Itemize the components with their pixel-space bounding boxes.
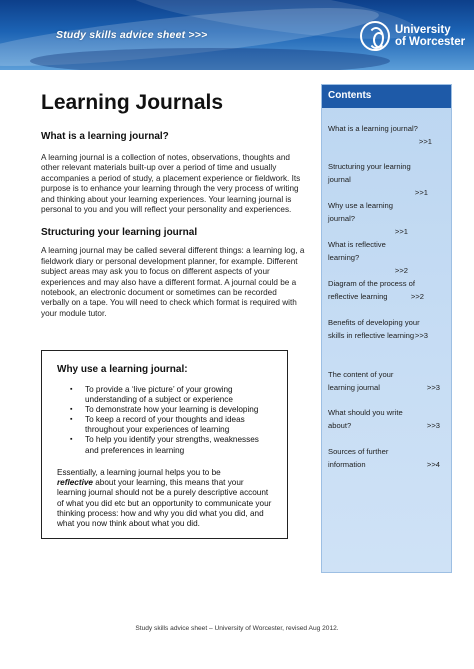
box-text-before: Essentially, a learning journal helps you to be — [57, 467, 221, 477]
contents-item[interactable] — [328, 277, 424, 303]
contents-item-label: The content of your learning journal — [328, 370, 394, 392]
contents-sidebar — [321, 84, 452, 573]
contents-item-page: >>1 — [418, 137, 432, 146]
contents-item-page: >>1 — [394, 227, 408, 236]
page-title: Learning Journals — [41, 91, 224, 114]
contents-item-page: >>4 — [426, 460, 440, 469]
university-logo-icon — [360, 21, 390, 51]
banner-tagline: Study skills advice sheet >>> — [56, 29, 208, 41]
page-footer: Study skills advice sheet – University of Worcester, revised Aug 2012. — [135, 625, 339, 632]
university-name — [395, 24, 465, 48]
list-item: ▪ To keep a record of your thoughts and ideas throughout your experiences of learning — [57, 415, 272, 435]
section-text-what-is: A learning journal is a collection of notes, observations, thoughts and other relevant materials built-up over a period of time and usually accompanies a period of study, a placement experience or fieldwork. Its purpose is to enhance your learning through the very process of writing and thinking about your learning experiences. Your learning journal is personal to you and you will reflect your personality and experiences. — [41, 153, 301, 215]
contents-item-label: Diagram of the process of reflective learning — [328, 279, 415, 301]
contents-item[interactable] — [328, 406, 440, 432]
contents-item[interactable] — [328, 122, 432, 148]
box-text-after: about your learning, this means that your learning journal should not be a purely descriptive account of what you did etc but an opportunity to communicate your thinking process: how and why you did what you did, and what you now think about what you did. — [57, 477, 272, 529]
list-item: ▪ To provide a ‘live picture’ of your growing understanding of a subject or experience — [57, 385, 272, 405]
banner-swoosh — [30, 48, 390, 70]
box-paragraph — [57, 468, 272, 530]
contents-item-label: What is reflective learning? — [328, 240, 386, 262]
contents-item-page: >>3 — [426, 383, 440, 392]
header-banner — [0, 0, 474, 70]
university-logo — [360, 16, 470, 56]
contents-item-page: >>2 — [394, 266, 408, 275]
contents-item[interactable] — [328, 238, 408, 277]
contents-item-page: >>2 — [410, 292, 424, 301]
contents-item-page: >>1 — [414, 188, 428, 197]
contents-item-page: >>3 — [426, 421, 440, 430]
main-content — [41, 90, 306, 319]
contents-item-page: >>3 — [414, 331, 428, 340]
bullet-list — [57, 385, 272, 456]
section-heading-what-is: What is a learning journal? — [41, 131, 169, 142]
section-heading-structuring: Structuring your learning journal — [41, 227, 198, 239]
contents-item-label: Why use a learning journal? — [328, 201, 394, 223]
contents-item-label: What is a learning journal? — [328, 124, 418, 133]
contents-item[interactable] — [328, 199, 408, 238]
contents-item-label: Sources of further information — [328, 447, 389, 469]
contents-item[interactable] — [328, 368, 440, 394]
contents-item[interactable] — [328, 316, 428, 342]
contents-item[interactable] — [328, 160, 428, 199]
box-heading: Why use a learning journal: — [57, 364, 188, 375]
list-item: ▪ To help you identify your strengths, weaknesses and preferences in learning — [57, 435, 272, 455]
contents-item-label: Structuring your learning journal — [328, 162, 411, 184]
list-item: ▪ To demonstrate how your learning is developing — [57, 405, 272, 415]
contents-item-label: What should you write about? — [328, 408, 403, 430]
section-text-structuring: A learning journal may be called several different things: a learning log, a fieldwork diary or personal development planner, for example. Different subject areas may ask you to focus on different aspects of your experiences and may also have a different format. A journal could be a notebook, an electronic document or sometimes can be recorded verbally on a tape. You will need to check which format is required with your module tutor. — [41, 246, 305, 318]
why-use-box — [41, 350, 288, 539]
logo-line-1: University — [395, 24, 451, 36]
contents-heading: Contents — [322, 85, 451, 108]
box-emphasis: reflective — [57, 477, 93, 487]
logo-line-2: of Worcester — [395, 36, 466, 48]
contents-item-label: Benefits of developing your skills in reflective learning — [328, 318, 420, 340]
contents-item[interactable] — [328, 445, 440, 471]
